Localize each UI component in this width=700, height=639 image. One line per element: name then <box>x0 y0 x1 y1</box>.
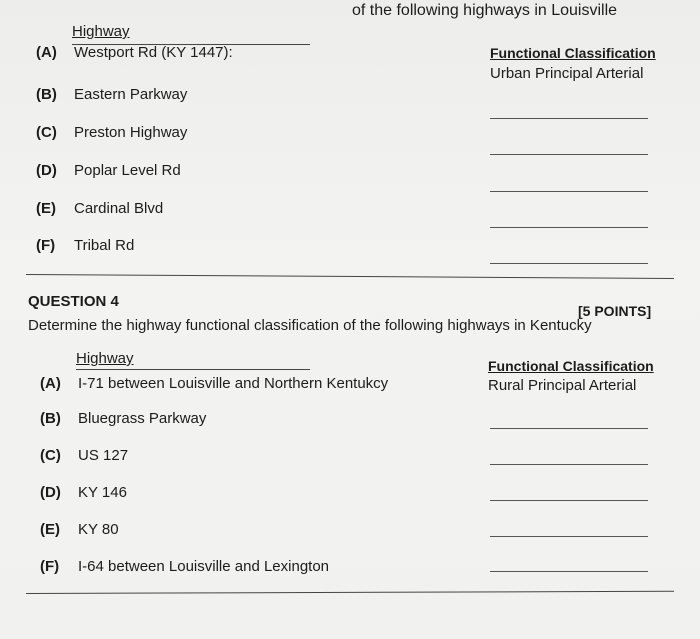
top-header-text: of the following highways in Louisville <box>352 2 618 19</box>
q4-answer-blank-f[interactable] <box>490 571 648 572</box>
q4-answer-blank-b[interactable] <box>490 428 648 429</box>
item-letter: (F) <box>36 237 56 254</box>
question4-example-class: Rural Principal Arterial <box>488 377 637 394</box>
answer-blank-f[interactable] <box>490 263 648 264</box>
item-name: Tribal Rd <box>74 237 135 254</box>
section1-class-header: Functional Classification <box>490 45 656 61</box>
section1-item-c <box>36 124 187 141</box>
question4-highway-header: Highway <box>76 350 134 367</box>
section1-bottom-rule <box>26 274 674 279</box>
item-letter: (E) <box>40 521 60 538</box>
section1-item-f <box>36 237 134 254</box>
answer-blank-d[interactable] <box>490 191 648 192</box>
item-name: Poplar Level Rd <box>74 162 181 179</box>
question4-header-rule <box>76 369 310 370</box>
item-letter: (D) <box>40 484 61 501</box>
item-letter: (F) <box>40 558 60 575</box>
item-letter: (A) <box>40 375 61 392</box>
question4-item-d <box>40 484 127 501</box>
section1-highway-header: Highway <box>72 23 130 40</box>
section1-item-e <box>36 200 163 217</box>
item-name: Cardinal Blvd <box>74 200 164 217</box>
item-letter: (C) <box>36 124 57 141</box>
item-name: I-71 between Louisville and Northern Kentukcy <box>78 375 389 392</box>
q4-answer-blank-d[interactable] <box>490 500 648 501</box>
answer-blank-c[interactable] <box>490 154 648 155</box>
section1-item-d <box>36 162 181 179</box>
item-name: KY 146 <box>78 484 127 501</box>
item-name: Bluegrass Parkway <box>78 410 207 427</box>
q4-answer-blank-e[interactable] <box>490 536 648 537</box>
item-name: KY 80 <box>78 521 119 538</box>
answer-blank-e[interactable] <box>490 227 648 228</box>
question4-item-f <box>40 558 329 575</box>
item-name: Westport Rd (KY 1447): <box>74 44 233 61</box>
question4-item-b <box>40 410 206 427</box>
question4-item-c <box>40 447 128 464</box>
item-letter: (A) <box>36 44 57 61</box>
item-letter: (B) <box>40 410 61 427</box>
item-name: I-64 between Louisville and Lexington <box>78 558 330 575</box>
question4-prompt: Determine the highway functional classification of the following highways in Kentucky <box>28 317 592 334</box>
question4-bottom-rule <box>26 591 674 594</box>
item-letter: (B) <box>36 86 57 103</box>
answer-blank-b[interactable] <box>490 118 648 119</box>
item-name: US 127 <box>78 447 129 464</box>
section1-example-class: Urban Principal Arterial <box>490 65 644 82</box>
section1-item-b <box>36 86 187 103</box>
item-letter: (C) <box>40 447 61 464</box>
question4-title: QUESTION 4 <box>28 293 119 310</box>
section1-item-a <box>36 44 233 61</box>
question4-class-header: Functional Classification <box>488 358 654 374</box>
q4-answer-blank-c[interactable] <box>490 464 648 465</box>
item-name: Eastern Parkway <box>74 86 188 103</box>
question4-item-a <box>40 375 388 392</box>
item-letter: (E) <box>36 200 56 217</box>
question4-points: [5 POINTS] <box>578 303 652 319</box>
item-name: Preston Highway <box>74 124 188 141</box>
question4-item-e <box>40 521 119 538</box>
item-letter: (D) <box>36 162 57 179</box>
